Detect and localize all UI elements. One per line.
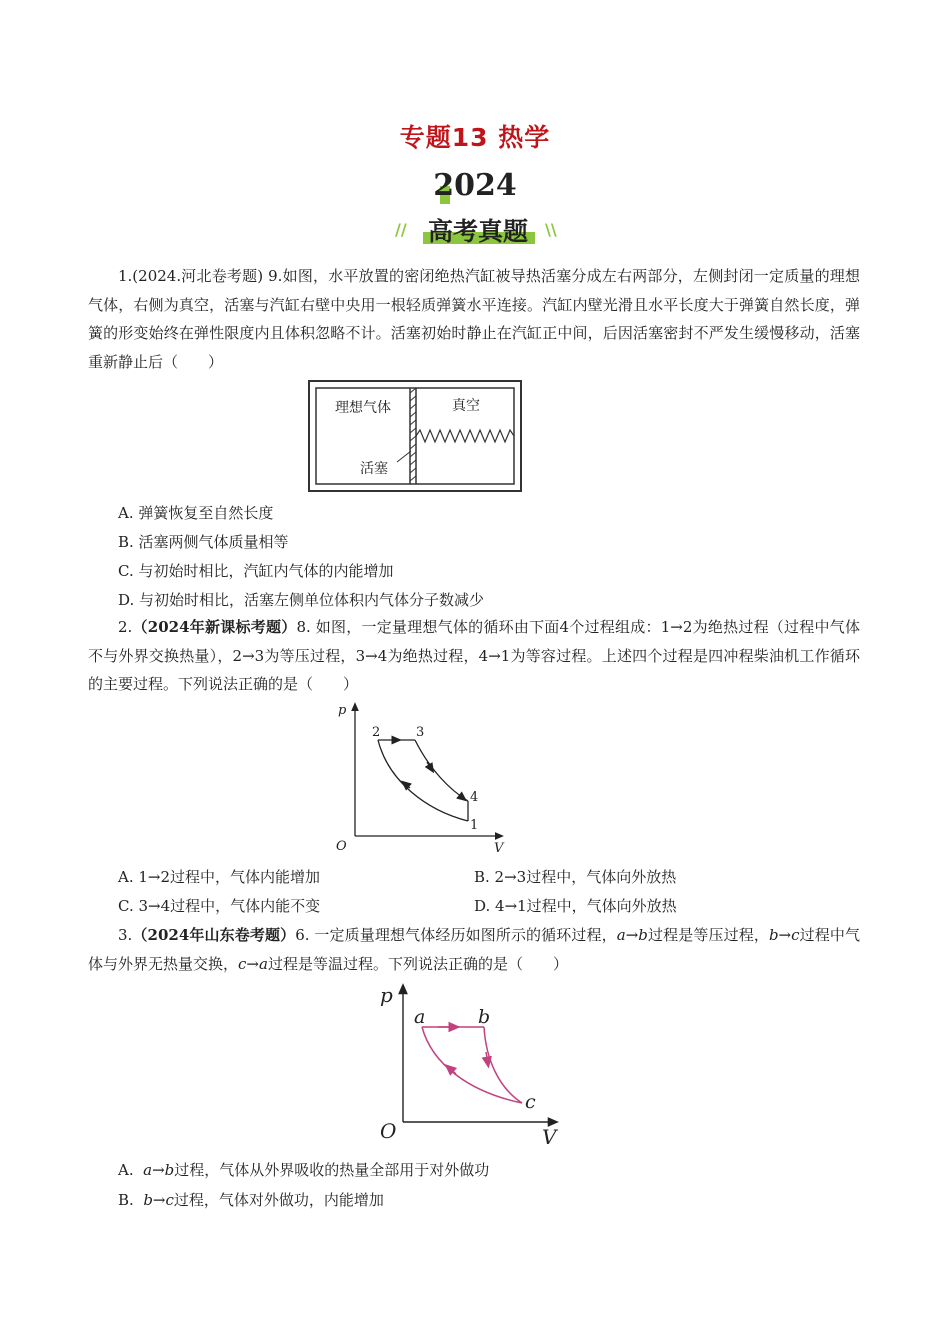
q3-option-a-prefix: A. [118, 1161, 144, 1179]
question-3-text-d: 过程是等温过程。下列说法正确的是（ ） [267, 954, 568, 973]
q2-point-4: 4 [470, 790, 479, 805]
q3-option-b-text: 过程，气体对外做功，内能增加 [173, 1191, 384, 1209]
question-3-seg-ca: c→a [238, 954, 268, 973]
q2-point-2: 2 [372, 725, 381, 740]
section-banner-label: 高考真题 [427, 217, 528, 246]
q2-process-1-2 [378, 740, 468, 821]
year-banner: 2024 [433, 168, 517, 203]
question-3-prefix: 3. [118, 926, 133, 944]
question-2-source: （2024年新课标考题） [132, 618, 297, 636]
q2-option-a: A. 1→2过程中，气体内能增加 [118, 868, 321, 886]
question-1-prefix: 1.(2024.河北卷考题) 9. [118, 267, 283, 285]
question-3-seg-bc: b→c [768, 926, 800, 944]
q3-option-a-text: 过程，气体从外界吸收的热量全部用于对外做功 [174, 1161, 490, 1179]
q1-option-b: B. 活塞两侧气体质量相等 [118, 533, 289, 551]
q2-axis-v-label: V [494, 841, 504, 856]
q3-option-a-seg: a→b [143, 1161, 175, 1179]
q2-option-d: D. 4→1过程中，气体向外放热 [474, 897, 677, 915]
q2-point-1: 1 [470, 818, 479, 833]
slash-decoration-right: \\ [545, 220, 557, 239]
question-2-prefix: 2. [118, 618, 133, 636]
q3-process-c-a [422, 1027, 522, 1103]
q2-option-c: C. 3→4过程中，气体内能不变 [118, 897, 321, 915]
question-2-text: 8. 如图，一定量理想气体的循环由下面4个过程组成：1→2为绝热过程（过程中气体不与外界交换热量），2→3为等压过程，3→4为绝热过程，4→1为等容过程。上述四个过程是四冲程柴油机工作循环的主要过程。下列说法正确的是（ ） [88, 618, 860, 693]
question-2-figure [330, 700, 510, 856]
question-3 [88, 921, 860, 978]
question-1 [88, 262, 860, 376]
q2-point-3: 3 [416, 725, 425, 740]
question-3-text-c: 过程中气体与外界无热量交换， [88, 926, 860, 973]
label-vacuum: 真空 [452, 398, 480, 414]
label-piston: 活塞 [360, 461, 388, 477]
q3-point-c: c [525, 1091, 536, 1113]
q3-point-a: a [414, 1006, 426, 1028]
label-ideal-gas: 理想气体 [335, 400, 391, 416]
section-banner [395, 212, 561, 246]
q3-origin-label: O [380, 1119, 397, 1143]
question-3-text-b: 过程是等压过程， [647, 926, 769, 944]
question-3-source: （2024年山东卷考题） [132, 926, 296, 944]
question-3-seg-ab: a→b [616, 926, 648, 944]
q1-option-d: D. 与初始时相比，活塞左侧单位体积内气体分子数减少 [118, 591, 485, 609]
q3-option-a [118, 1160, 489, 1180]
q3-option-b-prefix: B. [118, 1191, 144, 1209]
q2-process-3-4 [415, 740, 468, 801]
question-1-figure [307, 379, 523, 493]
question-1-text: 如图，水平放置的密闭绝热汽缸被导热活塞分成左右两部分，左侧封闭一定质量的理想气体，右侧为真空，活塞与汽缸右壁中央用一根轻质弹簧水平连接。汽缸内壁光滑且水平长度大于弹簧自然长度，弹簧的形变始终在弹性限度内且体积忽略不计。活塞初始时静止在汽缸正中间，后因活塞密封不严发生缓慢移动，活塞重新静止后（ ） [88, 267, 860, 371]
q3-process-b-c [484, 1027, 522, 1103]
question-3-text-a: 6. 一定质量理想气体经历如图所示的循环过程， [295, 926, 617, 944]
q3-axis-p-label: p [380, 983, 393, 1007]
slash-decoration-left: // [395, 220, 407, 239]
page-title: 专题13 热学 [399, 123, 551, 152]
question-3-figure [374, 980, 564, 1150]
q2-axis-p-label: p [338, 703, 347, 718]
q3-option-b-seg: b→c [143, 1191, 174, 1209]
q1-option-a: A. 弹簧恢复至自然长度 [118, 504, 274, 522]
q2-option-b: B. 2→3过程中，气体向外放热 [474, 868, 677, 886]
q3-arrow-c-a [448, 1067, 456, 1074]
q3-axis-v-label: V [542, 1125, 557, 1149]
q3-point-b: b [478, 1006, 491, 1028]
q3-option-b [118, 1190, 384, 1210]
q2-origin-label: O [336, 839, 347, 854]
q1-option-c: C. 与初始时相比，汽缸内气体的内能增加 [118, 562, 394, 580]
q2-arrow-3-4-lower [459, 795, 464, 799]
question-2 [88, 613, 860, 699]
